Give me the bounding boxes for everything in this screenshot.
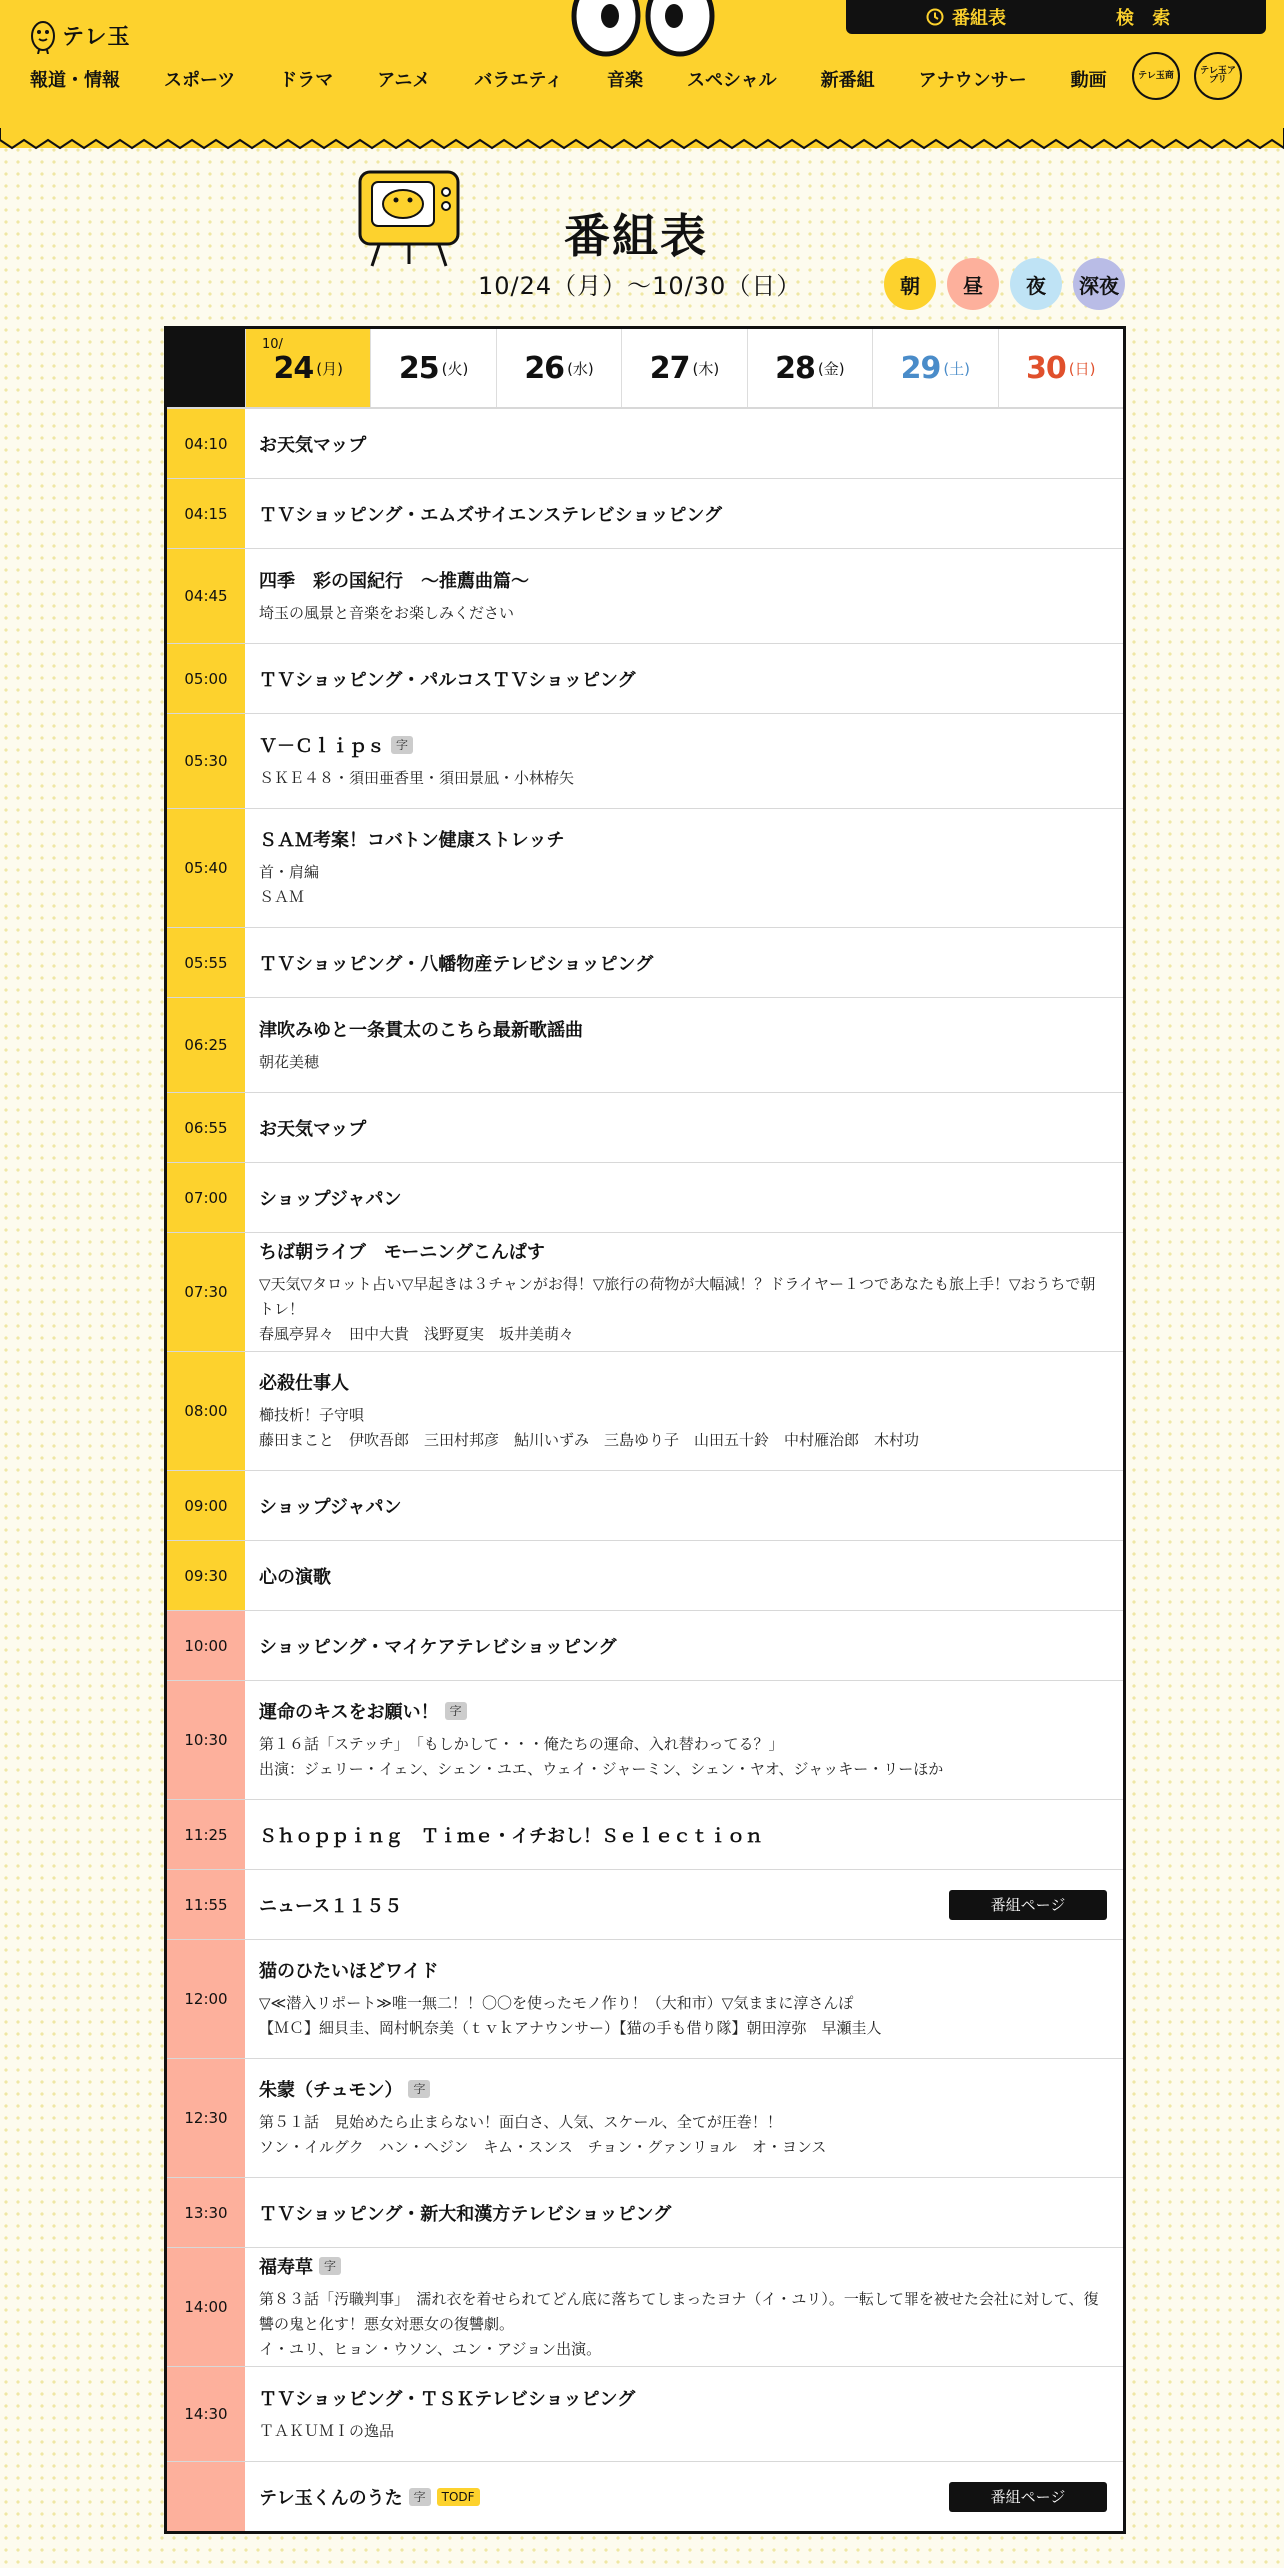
subtitle-badge: 字 [445,1702,467,1720]
subtitle-badge: 字 [408,2080,430,2098]
day-tab-weekday: (金) [817,359,845,378]
program-title-text: ＴＶショッピング・パルコスＴＶショッピング [259,669,636,691]
program-title[interactable] [259,1369,1105,1395]
program-title-text: 猫のひたいほどワイド [259,1961,439,1982]
program-info [245,549,1123,643]
program-description-line: 櫛技析！子守唄 [259,1406,365,1424]
program-description-line: ▽≪潜入リポート≫唯一無二！！〇〇を使ったモノ作り！（大和市）▽気ままに淳さんぽ [259,1994,854,2012]
program-title[interactable] [259,2200,1105,2226]
program-time: 14:30 [167,2367,245,2461]
program-row[interactable] [167,2366,1123,2461]
program-description [259,1991,1105,2041]
program-time: 05:30 [167,714,245,808]
program-description-line: ＳＫＥ４８・須田亜香里・須田景凪・小林栫矢 [259,768,575,787]
tod-latenight-button[interactable]: 深夜 [1073,258,1125,310]
program-row[interactable] [167,808,1123,927]
program-info [245,809,1123,927]
program-row[interactable] [167,1939,1123,2058]
program-row[interactable] [167,1610,1123,1680]
program-title-text: ニュース１１５５ [259,1895,403,1917]
day-tab-month: 10/ [262,337,283,352]
day-tab-25[interactable] [370,329,495,407]
app-icon[interactable] [1194,52,1242,100]
program-page-button[interactable]: 番組ページ [949,2482,1107,2512]
program-time: 14:00 [167,2248,245,2366]
program-page-button[interactable]: 番組ページ [949,1890,1107,1920]
program-description [259,766,1105,791]
nav-item-anime[interactable]: アニメ [377,70,431,91]
program-info [245,2059,1123,2177]
program-title[interactable] [259,567,1105,593]
nav-item-drama[interactable]: ドラマ [279,70,334,91]
program-description [259,2110,1105,2160]
program-title-text: ＴＶショッピング・エムズサイエンステレビショッピング [259,504,722,526]
day-tab-date: 29 [900,350,941,386]
program-info [245,998,1123,1092]
program-title[interactable] [259,950,1105,976]
program-title[interactable] [259,1493,1105,1519]
program-title-text: ＴＶショッピング・ＴＳＫテレビショッピング [259,2388,636,2410]
program-time: 04:45 [167,549,245,643]
program-info [245,1800,1123,1869]
day-tab-date: 25 [398,350,439,386]
program-row[interactable] [167,1540,1123,1610]
program-info [245,1352,1123,1470]
program-title-text: ショッピング・マイケアテレビショッピング [259,1636,617,1658]
program-description-line: イ・ユリ、ヒョン・ウソン、ユン・アジョン出演。 [259,2339,602,2358]
program-time: 07:30 [167,1233,245,1351]
program-description [259,601,1105,626]
program-time: 05:55 [167,928,245,997]
schedule-table [164,326,1126,2534]
day-tabs-corner [167,329,245,407]
program-info [245,1870,1123,1939]
day-tab-weekday: (木) [692,359,720,378]
day-tab-date: 27 [649,350,690,386]
program-title-text: テレ玉くんのうた [259,2487,403,2509]
top-utility-bar [846,0,1266,34]
day-tab-date: 30 [1026,350,1066,386]
nav-item-new-programs[interactable]: 新番組 [820,70,875,91]
program-info [245,644,1123,713]
program-title[interactable] [259,1698,1105,1724]
program-info [245,2248,1123,2366]
program-row[interactable] [167,2461,1123,2531]
subtitle-badge: 字 [409,2488,431,2506]
program-info [245,1681,1123,1799]
program-description-line: ソン・イルグク ハン・ヘジン キム・スンス チョン・グァンリョル オ・ヨンス [259,2138,827,2156]
site-logo[interactable] [30,16,131,54]
program-time: 06:25 [167,998,245,1092]
day-tab-weekday: (日) [1068,359,1096,378]
nav-item-announcers[interactable]: アナウンサー [918,70,1027,91]
program-row[interactable] [167,1351,1123,1470]
program-time: 08:00 [167,1352,245,1470]
program-row[interactable] [167,408,1123,478]
program-description-line: ▽天気▽タロット占い▽早起きは３チャンがお得！▽旅行の荷物が大幅減！？ドライヤー１つであなたも旅上手！▽おうちで朝トレ！ [259,1274,1096,1318]
program-title[interactable] [259,2253,1105,2279]
program-info [245,1940,1123,2058]
program-time: 05:00 [167,644,245,713]
program-description-line: 第５１話 見始めたら止まらない！面白さ、人気、スケール、全てが圧巻！！ [259,2113,782,2131]
program-time: 12:00 [167,1940,245,2058]
program-info [245,714,1123,808]
program-info [245,479,1123,548]
tv-mascot-icon [354,168,464,268]
program-description [259,860,1105,910]
day-tab-28[interactable] [747,329,872,407]
program-time: 04:15 [167,479,245,548]
nav-item-videos[interactable]: 動画 [1070,70,1107,91]
day-tab-weekday: (土) [943,359,971,378]
program-info [245,1471,1123,1540]
main-nav [30,66,1151,92]
program-row[interactable] [167,997,1123,1092]
program-title[interactable] [259,501,1105,527]
nav-item-music[interactable]: 音楽 [606,70,643,91]
program-row[interactable] [167,1470,1123,1540]
program-row[interactable] [167,2058,1123,2177]
header-zigzag-edge [0,128,1284,152]
nav-item-news[interactable]: 報道・情報 [30,70,120,91]
nav-item-variety[interactable]: バラエティ [474,70,563,91]
day-tabs [167,329,1123,408]
program-title-text: ＴＶショッピング・八幡物産テレビショッピング [259,953,654,975]
program-row[interactable] [167,2177,1123,2247]
program-title[interactable] [259,826,1105,852]
program-title[interactable] [259,2076,1105,2102]
program-title-text: 四季 彩の国紀行 ～推薦曲篇～ [259,570,529,592]
program-description-line: 朝花美穂 [259,1052,320,1071]
program-info [245,1541,1123,1610]
program-row[interactable] [167,643,1123,713]
program-time: 12:30 [167,2059,245,2177]
program-description [259,1272,1105,1347]
program-description [259,1403,1105,1453]
program-time: 10:30 [167,1681,245,1799]
program-description-line: ＴＡＫＵＭＩの逸品 [259,2421,395,2440]
program-info [245,1163,1123,1232]
program-info [245,1233,1123,1351]
nav-item-special[interactable]: スペシャル [686,70,777,91]
program-title-text: お天気マップ [259,1118,367,1140]
program-title-text: ショップジャパン [259,1188,402,1210]
app-icon-label: テレ玉アプリ [1200,66,1236,85]
program-time: 10:00 [167,1611,245,1680]
subtitle-badge: 字 [319,2257,341,2275]
program-description-line: ＳＡＭ [259,888,305,906]
program-info [245,928,1123,997]
program-time: 05:40 [167,809,245,927]
program-title[interactable] [259,1633,1105,1659]
day-tab-date: 26 [524,350,565,386]
tod-daytime-button[interactable]: 昼 [947,258,999,310]
program-description [259,1050,1105,1075]
program-title-text: ちば朝ライブ モーニングこんぱす [259,1241,545,1263]
program-info [245,409,1123,478]
program-row[interactable] [167,927,1123,997]
program-list [167,408,1123,2531]
program-description-line: 【ＭＣ】細貝圭、岡村帆奈美（ｔｖｋアナウンサー）【猫の手も借り隊】朝田淳弥 早瀬圭人 [259,2019,882,2037]
program-title[interactable] [259,1563,1105,1589]
top-schedule-label: 番組表 [952,8,1006,29]
program-row[interactable] [167,1680,1123,1799]
program-title[interactable] [259,1822,1105,1848]
program-row[interactable] [167,2247,1123,2366]
program-title[interactable] [259,666,1105,692]
day-tab-weekday: (火) [441,359,469,378]
program-info [245,2178,1123,2247]
program-title-text: ＴＶショッピング・新大和漢方テレビショッピング [259,2203,672,2225]
tod-morning-button[interactable]: 朝 [884,258,936,310]
program-description-line: 埼玉の風景と音楽をお楽しみください [259,603,515,622]
program-title-text: 必殺仕事人 [259,1373,349,1394]
program-title[interactable] [259,1957,1105,1983]
program-time: 04:10 [167,409,245,478]
program-description [259,1732,1105,1782]
program-row[interactable] [167,548,1123,643]
program-row[interactable] [167,1869,1123,1939]
mascot-logo-icon [30,16,56,54]
program-time [167,2462,245,2531]
day-tab-26[interactable] [496,329,621,407]
program-title[interactable] [259,1238,1105,1264]
program-time: 11:25 [167,1800,245,1869]
program-title[interactable] [259,431,1105,457]
program-info [245,1611,1123,1680]
top-search-link[interactable]: 検 索 [1116,8,1177,29]
program-description-line: 藤田まこと 伊吹吾郎 三田村邦彦 鮎川いずみ 三島ゆり子 山田五十鈴 中村雁治郎 木村功 [259,1431,920,1449]
program-info [245,1093,1123,1162]
program-title[interactable] [259,2385,1105,2411]
program-info [245,2367,1123,2461]
shop-icon-label: テレ玉商 [1138,70,1174,81]
program-row[interactable] [167,1092,1123,1162]
program-description-line: 首・肩編 [259,863,320,881]
program-description-line: 第８３話「汚職判事」 濡れ衣を着せられてどん底に落ちてしまったヨナ（イ・ユリ）。一転して罪を被せた会社に対して、復讐の鬼と化す！悪女対悪女の復讐劇。 [259,2289,1099,2333]
program-time: 13:30 [167,2178,245,2247]
nav-item-sports[interactable]: スポーツ [164,70,236,91]
program-time: 11:55 [167,1870,245,1939]
clock-icon [926,8,944,26]
program-description [259,2287,1105,2362]
program-time: 07:00 [167,1163,245,1232]
program-title-text: 運命のキスをお願い！ [259,1702,439,1723]
date-range: 10/24（月）〜10/30（日） [478,272,802,300]
program-info [245,2462,1123,2531]
header-icon-links [1132,52,1242,100]
program-title[interactable] [259,732,1105,758]
program-description-line: 出演：ジェリー・イェン、シェン・ユエ、ウェイ・ジャーミン、シェン・ヤオ、ジャッキー・リーほか [259,1760,944,1778]
program-title-text: ＳＡＭ考案！コバトン健康ストレッチ [259,830,565,851]
program-time: 09:30 [167,1541,245,1610]
subtitle-badge: 字 [391,736,413,754]
day-tab-29[interactable] [872,329,997,407]
page-title: 番組表 [564,209,708,263]
program-title[interactable] [259,1185,1105,1211]
program-title-text: お天気マップ [259,434,367,456]
program-description-line: 春風亭昇々 田中大貴 浅野夏実 坂井美萌々 [259,1324,575,1343]
todf-badge: TODF [437,2488,480,2506]
program-title-text: 津吹みゆと一条貫太のこちら最新歌謡曲 [259,1019,583,1041]
tod-night-button[interactable]: 夜 [1010,258,1062,310]
program-title-text: 心の演歌 [259,1566,331,1588]
day-tab-weekday: (月) [316,359,343,378]
logo-text: テレ玉 [62,24,131,50]
program-row[interactable] [167,478,1123,548]
program-title-text: 朱蒙（チュモン） [259,2080,403,2101]
day-tab-30[interactable] [998,329,1123,407]
program-row[interactable] [167,1162,1123,1232]
day-tab-weekday: (水) [567,359,594,378]
time-of-day-buttons [884,258,1125,310]
program-title-text: Ｖ－Ｃｌｉｐｓ [259,735,385,757]
program-title-text: ショップジャパン [259,1496,402,1518]
program-description-line: 第１６話「ステッチ」 「もしかして・・・俺たちの運命、入れ替わってる？」 [259,1735,784,1753]
day-tab-24[interactable] [245,329,370,407]
program-title-text: 福寿草 [259,2256,313,2278]
program-time: 06:55 [167,1093,245,1162]
program-time: 09:00 [167,1471,245,1540]
program-row[interactable] [167,1799,1123,1869]
program-row[interactable] [167,1232,1123,1351]
shop-icon[interactable] [1132,52,1180,100]
day-tab-date: 24 [273,350,314,386]
program-row[interactable] [167,713,1123,808]
program-title[interactable] [259,1115,1105,1141]
program-title-text: Ｓｈｏｐｐｉｎｇ Ｔｉｍｅ・イチおし！Ｓｅｌｅｃｔｉｏｎ [259,1825,763,1847]
site-header [0,0,1284,148]
day-tab-date: 28 [775,350,815,386]
program-title[interactable] [259,1016,1105,1042]
program-description [259,2419,1105,2444]
mascot-eyes-icon [568,0,718,58]
day-tab-27[interactable] [621,329,746,407]
top-schedule-link[interactable] [926,0,1006,34]
